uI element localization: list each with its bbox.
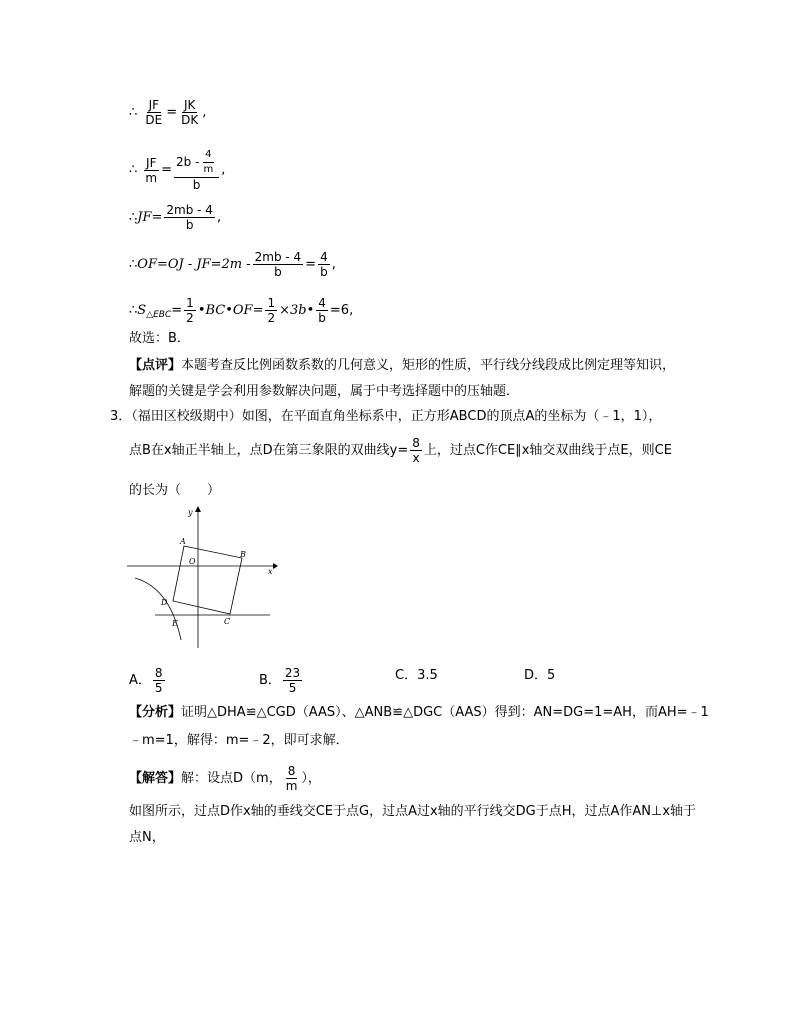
coordinate-figure: [125, 500, 280, 650]
question-line-1: 3．（福田区校级期中）如图，在平面直角坐标系中，正方形ABCD的顶点A的坐标为（﹣1，1），: [110, 409, 662, 424]
square-abcd: [173, 546, 242, 614]
analysis-line-2: ﹣m=1，解得：m=﹣2，即可求解．: [129, 733, 349, 748]
comment-line-1: 【点评】本题考查反比例函数系数的几何意义，矩形的性质，平行线分线段成比例定理等知识，: [129, 358, 676, 373]
comment-line-2: 解题的关键是学会利用参数解决问题，属于中考选择题中的压轴题．: [129, 384, 520, 399]
derivation-step-5: $\therefore S_{\triangle EBC}=$ $\frac{1}{2}$ •BC•OF= $\frac{1}{2}$ ×3b• $\frac{4}{b}$ =6,: [129, 296, 354, 325]
option-b: B． $\frac{23}{5}$: [259, 666, 301, 695]
fraction-8-over-m: $\frac{8}{m}$: [285, 764, 298, 793]
label-o: O: [189, 557, 196, 566]
hyperbola-curve: [135, 578, 181, 640]
fraction-jk-dk: $\frac{JK}{DK}$: [181, 98, 199, 127]
fraction-half-1: $\frac{1}{2}$: [186, 296, 194, 325]
fraction-half-2: $\frac{1}{2}$: [267, 296, 276, 325]
question-number: 3．: [110, 409, 132, 424]
question-line-2: 点B在x轴正半轴上，点D在第三象限的双曲线y= $\frac{8}{x}$ 上，过点C作CE∥x轴交双曲线于点E，则CE: [129, 436, 672, 465]
fraction-2mb-4-over-b-2: $\frac{2mb - 4}{b}$: [254, 250, 302, 279]
y-axis-arrow: [195, 506, 201, 512]
fraction-8-over-5: $\frac{8}{5}$: [154, 666, 163, 695]
label-x: x: [268, 567, 273, 576]
label-b: B: [240, 550, 246, 559]
option-c: C．3.5: [395, 668, 438, 683]
x-axis-arrow: [273, 563, 278, 569]
derivation-step-4: ∴OF=OJ - JF=2m - $\frac{2mb - 4}{b}$ = $\frac{4}{b}$ ,: [129, 250, 336, 279]
fraction-nested: 2b - $\frac{4}{m}$ b: [174, 148, 219, 192]
question-line-3: 的长为（ ）: [129, 483, 221, 498]
derivation-step-1: ∴ $\frac{JF}{DE}$ = $\frac{JK}{DK}$ ,: [129, 98, 207, 127]
fraction-4-over-b: $\frac{4}{b}$: [320, 250, 328, 279]
derivation-step-3: ∴JF= $\frac{2mb - 4}{b}$ ,: [129, 203, 222, 232]
solution-line-3: 点N，: [129, 830, 165, 845]
label-a: A: [180, 537, 186, 546]
fraction-8-over-x: $\frac{8}{x}$: [412, 436, 420, 465]
derivation-step-2: ∴ $\frac{JF}{m}$ = 2b - $\frac{4}{m}$ b ,: [129, 149, 226, 192]
answer-line: 故选：B．: [129, 331, 190, 346]
fraction-23-over-5: $\frac{23}{5}$: [284, 666, 301, 695]
analysis-line-1: 【分析】证明△DHA≌△CGD（AAS）、△ANB≌△DGC（AAS）得到：AN=DG=1=AH，而AH=﹣1: [129, 705, 709, 720]
label-d: D: [161, 598, 168, 607]
fraction-2mb-4-over-b: $\frac{2mb - 4}{b}$: [166, 203, 213, 232]
label-e: E: [172, 619, 178, 628]
option-a: A． $\frac{8}{5}$: [129, 666, 163, 695]
label-c: C: [224, 617, 231, 626]
solution-line-1: 【解答】解：设点D（m， $\frac{8}{m}$ ），: [129, 764, 321, 793]
label-y: y: [188, 508, 193, 517]
option-d: D．5: [524, 668, 556, 683]
solution-line-2: 如图所示，过点D作x轴的垂线交CE于点G，过点A过x轴的平行线交DG于点H，过点A作AN⊥x轴于: [129, 804, 697, 819]
fraction-jf-de: $\frac{JF}{DE}$: [145, 98, 163, 127]
fraction-4-over-b-2: $\frac{4}{b}$: [318, 296, 326, 325]
fraction-jf-m: $\frac{JF}{m}$: [145, 155, 158, 185]
